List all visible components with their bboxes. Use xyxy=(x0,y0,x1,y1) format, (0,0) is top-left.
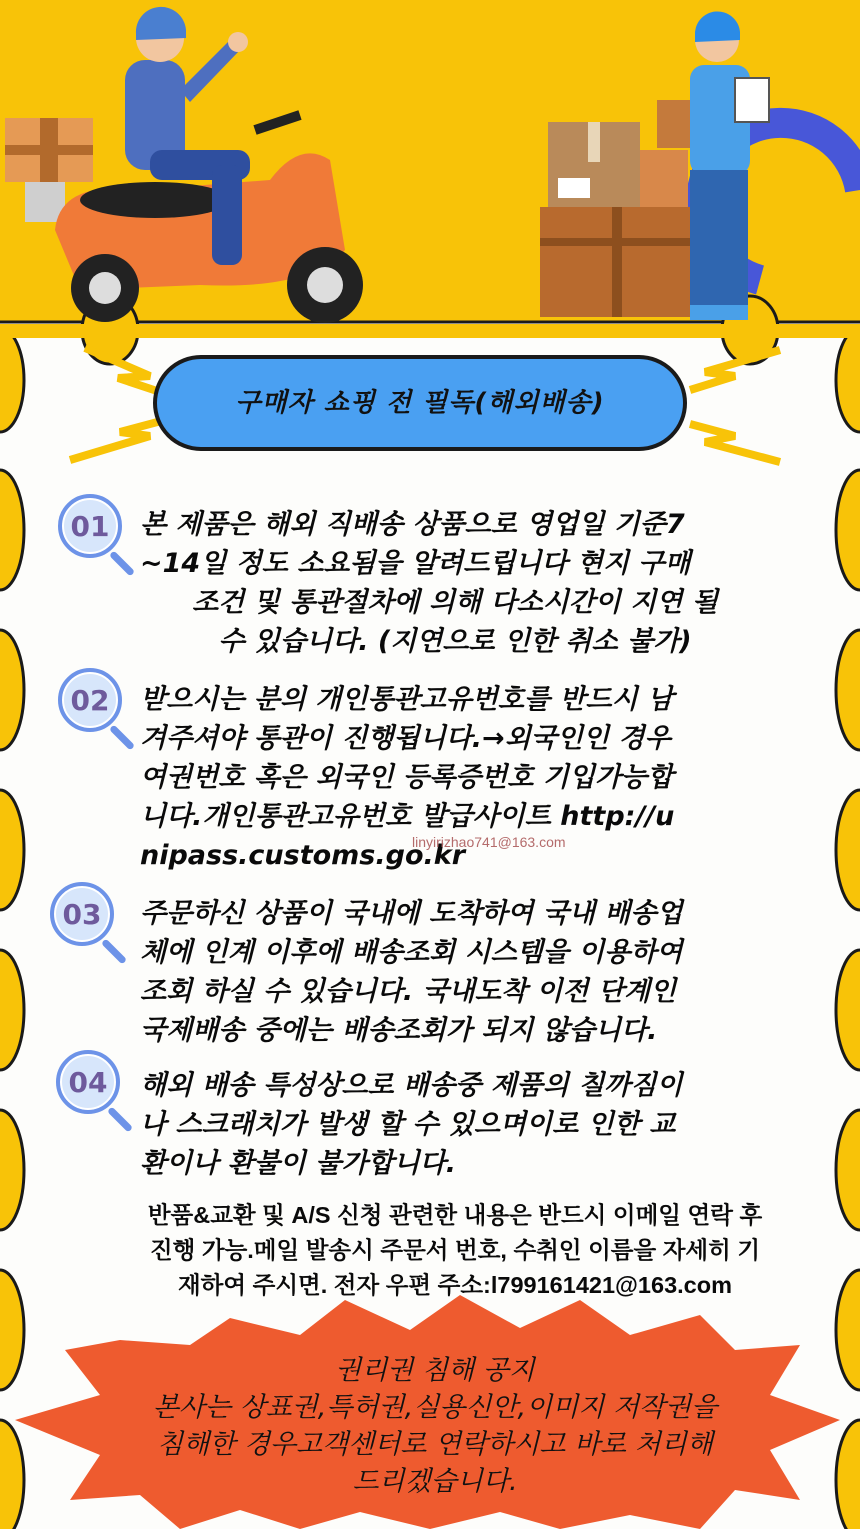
rights-line: 본사는 상표권,특허권,실용신안,이미지 저작권을 xyxy=(152,1392,718,1423)
item-line: 체에 인계 이후에 배송조회 시스템을 이용하여 xyxy=(140,937,683,968)
rights-line: 드리겠습니다. xyxy=(352,1466,518,1497)
right-scallops xyxy=(836,328,860,1529)
item-line: 수 있습니다. (지연으로 인한 취소 불가) xyxy=(218,626,692,657)
item-line: 국제배송 중에는 배송조회가 되지 않습니다. xyxy=(140,1015,658,1046)
rights-line: 권리권 침해 공지 xyxy=(335,1355,535,1386)
email-watermark: linyirizhao741@163.com xyxy=(412,834,566,850)
item-01-text xyxy=(140,505,800,661)
return-notice xyxy=(60,1198,850,1303)
item-line: 나 스크래치가 발생 할 수 있으며이로 인한 교 xyxy=(140,1109,676,1140)
item-line: 여권번호 혹은 외국인 등록증번호 기입가능합 xyxy=(140,762,674,793)
rights-line: 침해한 경우고객센터로 연락하시고 바로 처리해 xyxy=(157,1429,713,1460)
badge-number: 02 xyxy=(70,683,110,717)
item-line: 본 제품은 해외 직배송 상품으로 영업일 기준7 xyxy=(140,509,685,540)
item-line: 해외 배송 특성상으로 배송중 제품의 칠까짐이 xyxy=(140,1070,683,1101)
notice-line: 재하여 주시면. 전자 우편 주소:l799161421@163.com xyxy=(177,1272,732,1298)
badge-03 xyxy=(50,882,114,946)
item-line: 조회 하실 수 있습니다. 국내도착 이전 단계인 xyxy=(140,976,677,1007)
item-line: 환이나 환불이 불가합니다. xyxy=(140,1148,456,1179)
notice-line: 반품&교환 및 A/S 신청 관련한 내용은 반드시 이메일 연락 후 xyxy=(147,1202,763,1228)
item-line: nipass.customs.go.kr xyxy=(140,840,466,871)
badge-number: 03 xyxy=(62,897,102,931)
rights-notice xyxy=(90,1352,780,1500)
banner-edge xyxy=(0,324,860,338)
notice-line: 진행 가능.메일 발송시 주문서 번호, 수취인 이름을 자세히 기 xyxy=(149,1237,761,1263)
left-scallops xyxy=(0,328,24,1529)
badge-01 xyxy=(58,494,122,558)
item-04-text xyxy=(140,1066,800,1183)
item-03-text xyxy=(140,894,800,1050)
item-line: 조건 및 통관절차에 의해 다소시간이 지연 될 xyxy=(192,587,718,618)
lightning-right-bottom xyxy=(690,424,780,462)
item-line: 받으시는 분의 개인통관고유번호를 반드시 남 xyxy=(140,684,674,715)
lightning-left-bottom xyxy=(70,420,165,460)
badge-number: 04 xyxy=(68,1065,108,1099)
badge-02 xyxy=(58,668,122,732)
item-line: ~14일 정도 소요됨을 알려드립니다 현지 구매 xyxy=(140,548,691,579)
item-line: 주문하신 상품이 국내에 도착하여 국내 배송업 xyxy=(140,898,683,929)
badge-04 xyxy=(56,1050,120,1114)
page-title: 구매자 쇼핑 전 필독(해외배송) xyxy=(235,388,605,418)
item-line: 니다.개인통관고유번호 발급사이트 http://u xyxy=(140,801,675,832)
item-line: 겨주셔야 통관이 진행됩니다.→외국인인 경우 xyxy=(140,723,671,754)
badge-number: 01 xyxy=(70,509,110,543)
